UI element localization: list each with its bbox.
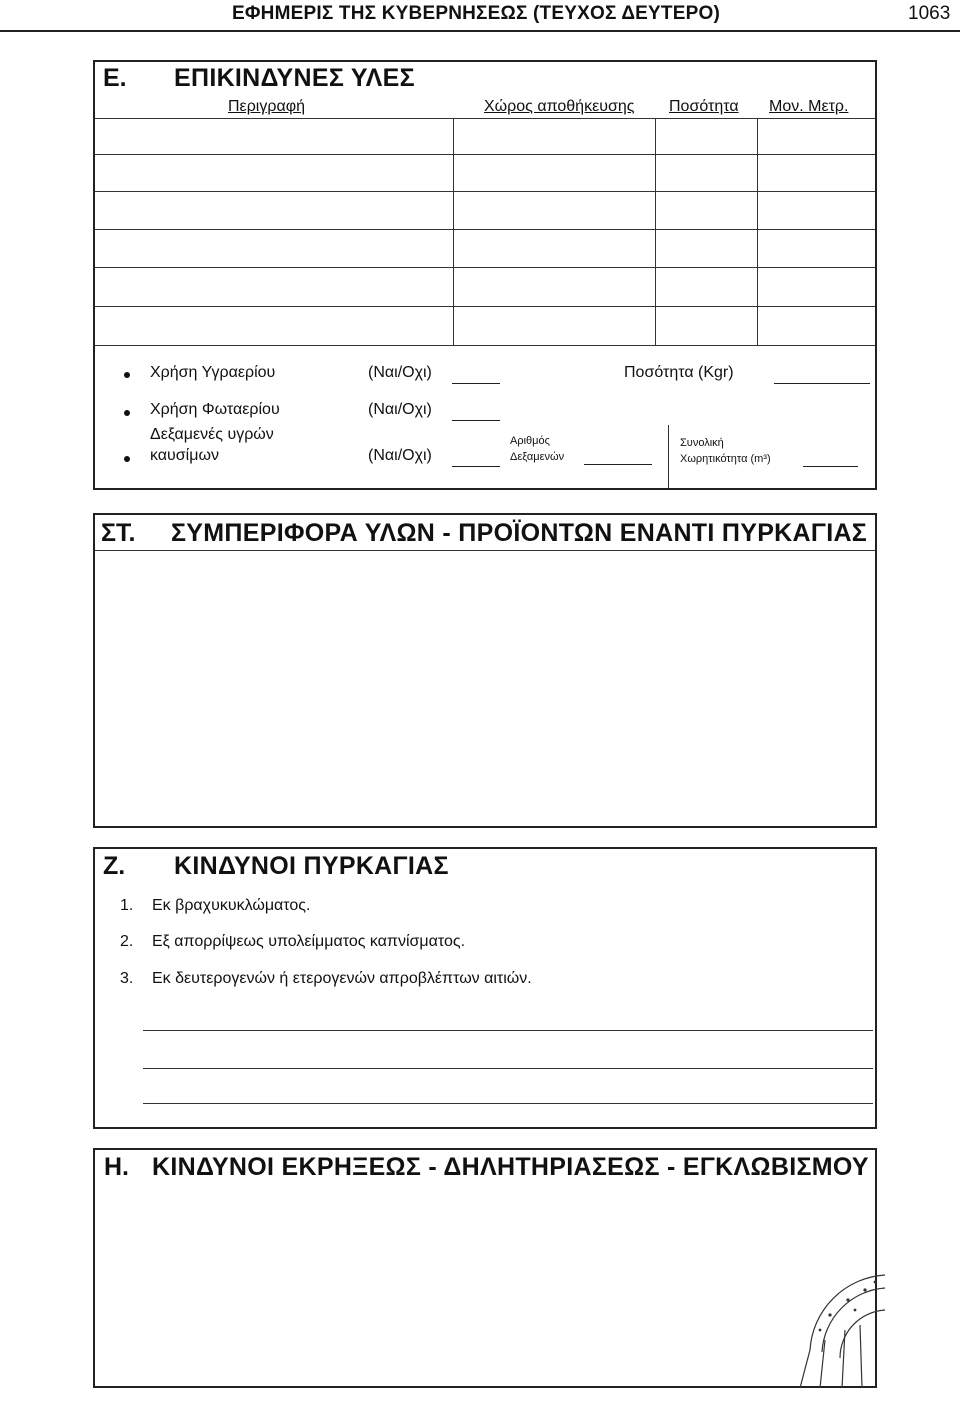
fire-risk-item-text: Εκ βραχυκυκλώματος.	[152, 897, 311, 914]
section-z-letter: Ζ.	[103, 852, 126, 880]
lighting-gas-label: Χρήση Φωταερίου	[150, 401, 280, 418]
table-row-line	[95, 306, 875, 307]
lighting-gas-choice: (Ναι/Οχι)	[368, 401, 432, 418]
gas-use-choice: (Ναι/Οχι)	[368, 364, 432, 381]
header-rule	[0, 30, 960, 32]
tanks-label-line1: Δεξαμενές υγρών	[150, 426, 274, 443]
tanks-choice: (Ναι/Οχι)	[368, 447, 432, 464]
tanks-answer-field[interactable]	[452, 465, 500, 467]
table-bottom-rule	[95, 345, 875, 346]
capacity-divider	[668, 425, 669, 488]
fire-risk-item-number: 2.	[120, 933, 134, 950]
section-z-box	[93, 847, 877, 1129]
table-row-line	[95, 191, 875, 192]
fire-risk-item-text: Εκ δευτερογενών ή ετερογενών απροβλέπτων αιτιών.	[152, 970, 532, 987]
column-header-unit: Μον. Μετρ.	[769, 98, 849, 115]
lighting-gas-answer-field[interactable]	[452, 419, 500, 421]
table-column-divider	[655, 118, 656, 345]
table-row-line	[95, 229, 875, 230]
page-number: 1063	[908, 3, 951, 24]
section-h-title: ΚΙΝΔΥΝΟΙ ΕΚΡΗΞΕΩΣ - ΔΗΛΗΤΗΡΙΑΣΕΩΣ - ΕΓΚΛΩΒΙΣΜΟΥ	[152, 1153, 869, 1181]
total-capacity-label-line1: Συνολική	[680, 437, 724, 449]
column-header-quantity: Ποσότητα	[669, 98, 739, 115]
table-row-line	[95, 154, 875, 155]
fire-risk-blank-line[interactable]	[143, 1030, 873, 1031]
bullet	[124, 410, 130, 416]
table-column-divider	[757, 118, 758, 345]
fire-risk-item-text: Εξ απορρίψεως υπολείμματος καπνίσματος.	[152, 933, 466, 950]
tank-count-field[interactable]	[584, 463, 652, 465]
section-st-answer-area[interactable]	[97, 553, 873, 825]
fire-risk-blank-line[interactable]	[143, 1103, 873, 1104]
section-st-title: ΣΥΜΠΕΡΙΦΟΡΑ ΥΛΩΝ - ΠΡΟΪΟΝΤΩΝ ΕΝΑΝΤΙ ΠΥΡΚΑΓΙΑΣ	[171, 519, 868, 547]
table-row-line	[95, 267, 875, 268]
fire-risk-item-number: 3.	[120, 970, 134, 987]
gas-quantity-label: Ποσότητα (Kgr)	[624, 364, 734, 381]
gas-use-answer-field[interactable]	[452, 382, 500, 384]
section-z-title: ΚΙΝΔΥΝΟΙ ΠΥΡΚΑΓΙΑΣ	[174, 852, 449, 880]
tank-count-label-line2: Δεξαμενών	[510, 451, 565, 463]
section-h-answer-area[interactable]	[97, 1190, 787, 1384]
column-header-description: Περιγραφή	[228, 98, 305, 115]
section-st-letter: ΣΤ.	[101, 519, 136, 547]
section-h-letter: Η.	[104, 1153, 129, 1181]
tanks-label-line2: καυσίμων	[150, 447, 219, 464]
fire-risk-item-number: 1.	[120, 897, 134, 914]
official-seal-stamp	[790, 1270, 890, 1390]
tank-count-label-line1: Αριθμός	[510, 435, 550, 447]
total-capacity-label-line2: Χωρητικότητα (m³)	[680, 453, 771, 465]
gazette-header-title: ΕΦΗΜΕΡΙΣ ΤΗΣ ΚΥΒΕΡΝΗΣΕΩΣ (ΤΕΥΧΟΣ ΔΕΥΤΕΡΟ)	[232, 3, 720, 24]
fire-risk-blank-line[interactable]	[143, 1068, 873, 1069]
column-header-storage-location: Χώρος αποθήκευσης	[484, 98, 635, 115]
section-st-title-rule	[95, 550, 875, 551]
gas-use-label: Χρήση Υγραερίου	[150, 364, 276, 381]
gas-quantity-field[interactable]	[774, 382, 870, 384]
section-e-letter: Ε.	[103, 64, 127, 92]
table-header-rule	[95, 118, 875, 119]
bullet	[124, 372, 130, 378]
section-e-title: ΕΠΙΚΙΝΔΥΝΕΣ ΥΛΕΣ	[174, 64, 415, 92]
table-column-divider	[453, 118, 454, 345]
total-capacity-field[interactable]	[803, 465, 858, 467]
bullet	[124, 456, 130, 462]
